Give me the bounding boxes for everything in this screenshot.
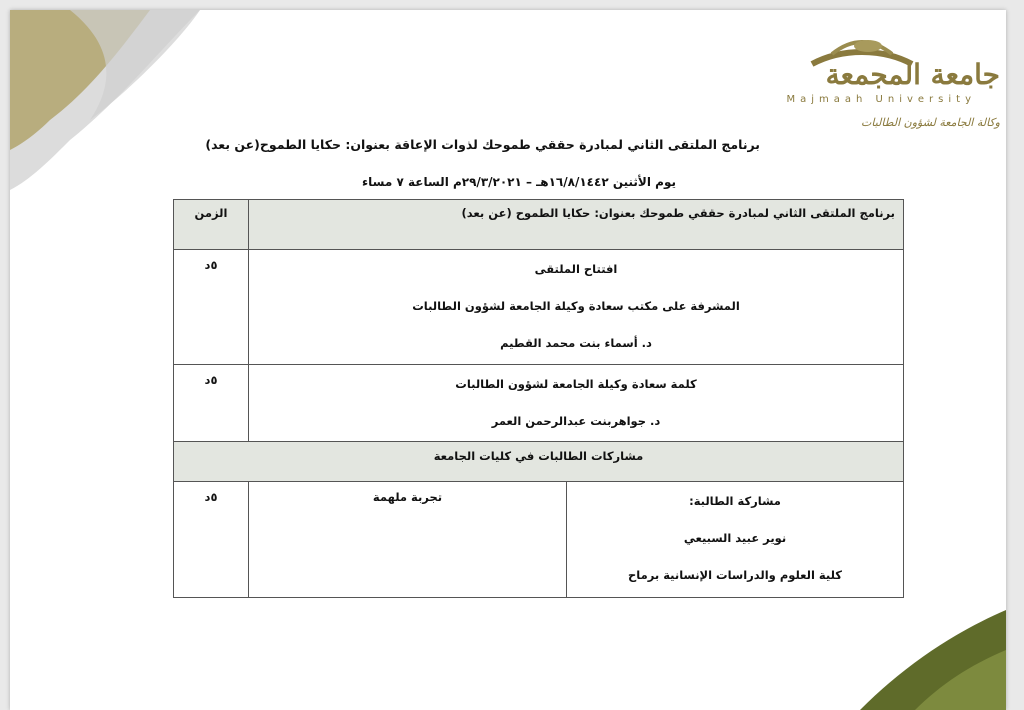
student-cell: [567, 482, 904, 597]
section-band-row: [174, 442, 904, 482]
opening-speaker: د. أسماء بنت محمد القطيم: [500, 336, 652, 350]
student-label: مشاركة الطالبة:: [689, 494, 781, 508]
table-row: [174, 482, 904, 598]
section-cell: [174, 442, 904, 482]
opening-time: ٥د: [174, 250, 249, 365]
event-date-time: يوم الأثنين ١٦/٨/١٤٤٢هـ – ٢٩/٣/٢٠٢١م الساعة ٧ مساء: [362, 175, 676, 189]
opening-title: افتتاح الملتقى: [534, 262, 618, 276]
speech-time: ٥د: [174, 365, 249, 442]
opening-role: المشرفة على مكتب سعادة وكيلة الجامعة لشؤون الطالبات: [412, 299, 740, 313]
program-table: [173, 199, 904, 598]
participation-split: [249, 482, 903, 597]
document-page: [10, 10, 1006, 710]
header-program-cell: برنامج الملتقى الثاني لمبادرة حققي طموحك بعنوان: حكايا الطموح (عن بعد): [249, 200, 904, 250]
program-title: برنامج الملتقى الثاني لمبادرة حققي طموحك لذوات الإعاقة بعنوان: حكايا الطموح(عن بعد): [205, 137, 760, 152]
table-row: [174, 365, 904, 442]
participation-cell: [249, 482, 904, 598]
header-time-cell: الزمن: [174, 200, 249, 250]
university-name-arabic: جامعة المجمعة: [825, 58, 1000, 91]
topic-cell: تجربة ملهمة: [372, 490, 443, 504]
section-title: مشاركات الطالبات في كليات الجامعة: [433, 449, 644, 463]
student-college: كلية العلوم والدراسات الإنسانية برماح: [628, 568, 842, 582]
speech-cell: [249, 365, 904, 442]
opening-cell: [249, 250, 904, 365]
table-header-row: [174, 200, 904, 250]
speech-title: كلمة سعادة وكيلة الجامعة لشؤون الطالبات: [455, 377, 697, 391]
university-name-english: Majmaah University: [786, 94, 976, 105]
department-name: وكالة الجامعة لشؤون الطالبات: [861, 116, 1000, 129]
university-logo: [738, 30, 1000, 130]
participation-time: ٥د: [174, 482, 249, 598]
speech-speaker: د. جواهربنت عبدالرحمن العمر: [491, 414, 661, 428]
student-name: نوير عبيد السبيعي: [683, 531, 787, 545]
table-row: [174, 250, 904, 365]
